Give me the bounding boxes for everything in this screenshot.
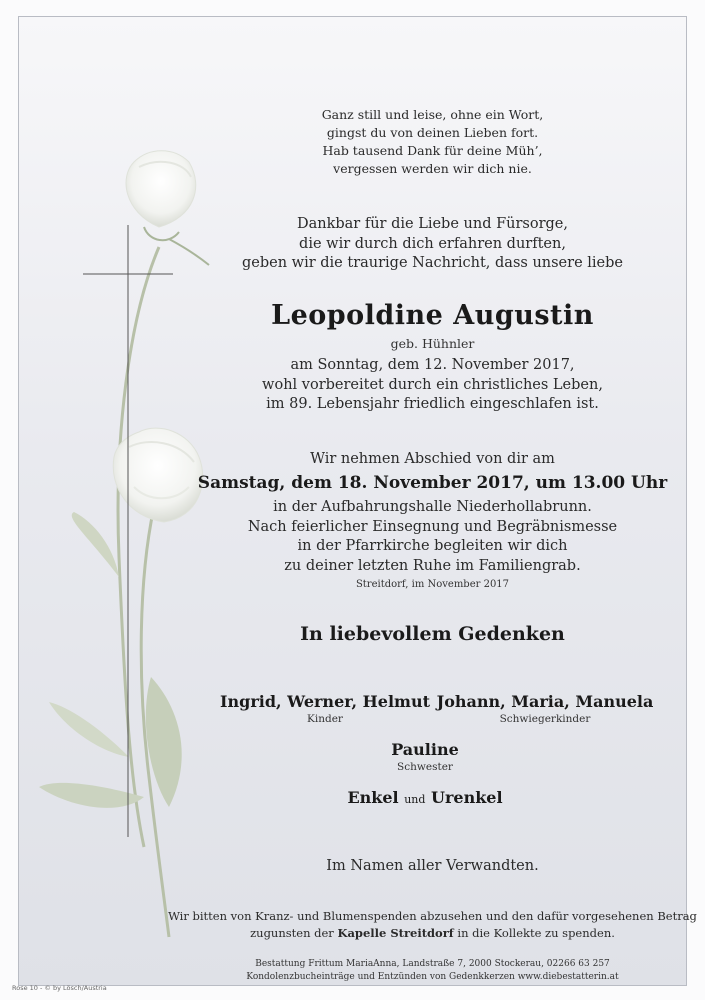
funeral-date: Samstag, dem 18. November 2017, um 13.00 Uhr	[197, 473, 668, 493]
poem-line: vergessen werden wir dich nie.	[333, 161, 532, 176]
mourner-names: Ingrid, Werner, Helmut	[220, 692, 430, 711]
memory-heading: In liebevollem Gedenken	[300, 623, 565, 645]
mourner-conjunction: und	[404, 793, 426, 806]
mourner-relation: Kinder	[307, 713, 343, 725]
death-line: am Sonntag, dem 12. November 2017,	[290, 357, 575, 373]
mourner-names: Johann, Maria, Manuela	[436, 692, 654, 711]
funeral-home-info	[160, 958, 705, 983]
poem-line: gingst du von deinen Lieben fort.	[326, 125, 539, 140]
mourner-group-sister	[300, 740, 550, 773]
ceremony-line: Nach feierlicher Einsegnung und Begräbnismesse	[247, 518, 618, 535]
intro-line: Dankbar für die Liebe und Fürsorge,	[296, 216, 568, 232]
poem	[160, 106, 705, 178]
mourner-group-children	[200, 692, 450, 725]
mourner-relation: Schwiegerkinder	[499, 713, 591, 725]
mourner-group-grandchildren	[260, 788, 590, 807]
ceremony-line: zu deiner letzten Ruhe im Familiengrab.	[284, 557, 581, 574]
donation-recipient: Kapelle Streitdorf	[337, 926, 454, 940]
ceremony-line: in der Pfarrkirche begleiten wir dich	[297, 538, 568, 554]
farewell-text: Wir nehmen Abschied von dir am	[310, 451, 555, 467]
ceremony-line: in der Aufbahrungshalle Niederhollabrunn.	[273, 499, 592, 515]
death-line: wohl vorbereitet durch ein christliches Leben,	[262, 376, 603, 393]
copyright-note: Rose 10 - © by Lösch/Austria	[12, 984, 107, 992]
firm-line: Kondolenzbucheinträge und Entzünden von Gedenkkerzen www.diebestatterin.at	[246, 971, 619, 982]
closing-text: Im Namen aller Verwandten.	[326, 858, 539, 874]
poem-line: Ganz still und leise, ohne ein Wort,	[321, 107, 544, 122]
mourner-names: Pauline	[391, 740, 459, 759]
maiden-name: geb. Hühnler	[390, 336, 475, 351]
intro-line: geben wir die traurige Nachricht, dass unsere liebe	[242, 255, 623, 271]
request-line: Wir bitten von Kranz- und Blumenspenden abzusehen und den dafür vorgesehenen Betrag	[168, 909, 697, 923]
poem-line: Hab tausend Dank für deine Müh’,	[322, 143, 543, 158]
mourner-relation: Schwester	[397, 761, 453, 773]
donation-request	[160, 908, 705, 942]
death-line: im 89. Lebensjahr friedlich eingeschlafen ist.	[266, 396, 599, 412]
request-line: zugunsten der Kapelle Streitdorf in die Kollekte zu spenden.	[250, 926, 615, 940]
ceremony-text	[160, 498, 705, 576]
intro-line: die wir durch dich erfahren durften,	[299, 235, 566, 252]
intro-text	[160, 215, 705, 274]
deceased-name: Leopoldine Augustin	[271, 300, 594, 331]
place-date: Streitdorf, im November 2017	[355, 579, 510, 590]
mourner-group-in-laws	[420, 692, 670, 725]
death-notice	[160, 356, 705, 415]
firm-line: Bestattung Frittum MariaAnna, Landstraße 7, 2000 Stockerau, 02266 63 257	[255, 959, 610, 969]
mourner-names: Urenkel	[431, 788, 503, 807]
mourner-names: Enkel	[347, 788, 399, 807]
